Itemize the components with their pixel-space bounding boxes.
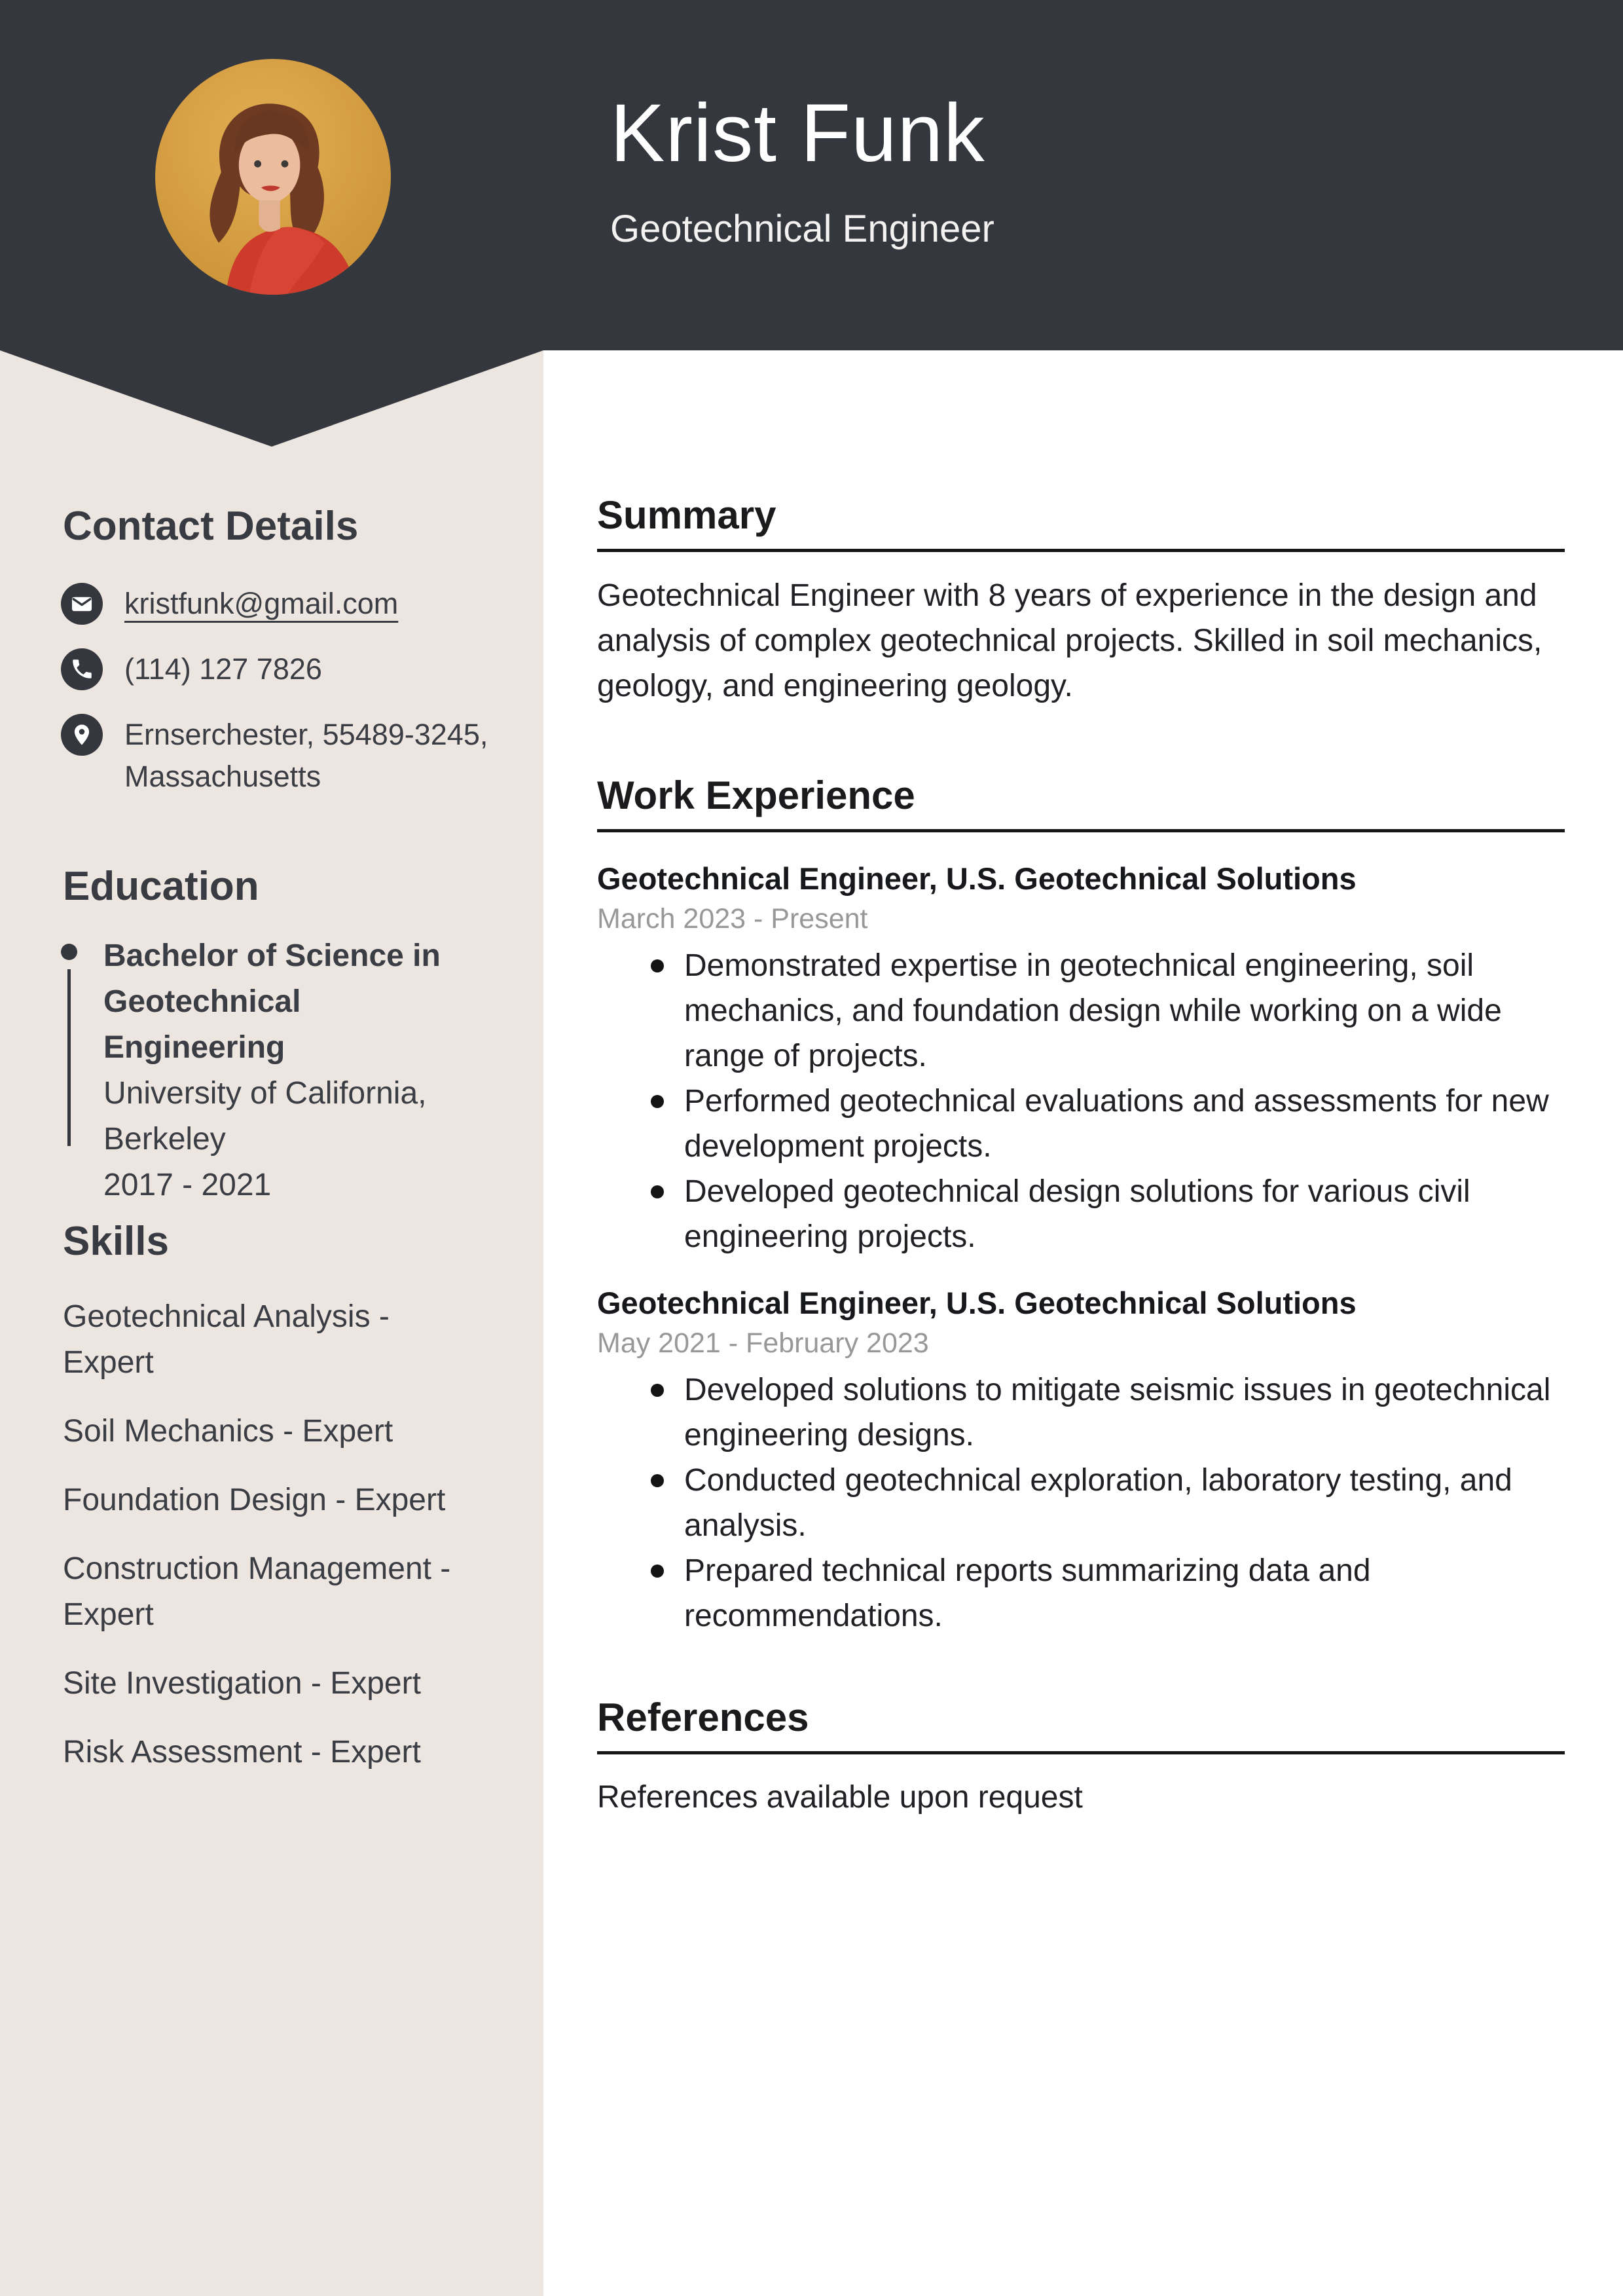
job-entry	[597, 861, 1565, 1259]
education-school: University of California, Berkeley	[103, 1076, 427, 1157]
skill-item: Foundation Design - Expert	[63, 1483, 446, 1517]
education-degree: Bachelor of Science in Geotechnical Engineering	[103, 938, 441, 1065]
skill-item: Site Investigation - Expert	[63, 1666, 421, 1701]
education-heading: Education	[63, 864, 259, 909]
contact-row-email	[61, 583, 493, 625]
location-icon	[61, 714, 103, 756]
email-icon	[61, 583, 103, 625]
job-dates: March 2023 - Present	[597, 903, 868, 935]
timeline-dot-icon	[61, 944, 77, 960]
references-heading: References	[597, 1695, 1565, 1754]
job-bullet: Performed geotechnical evaluations and assessments for new development projects.	[597, 1079, 1565, 1169]
person-name: Krist Funk	[610, 88, 985, 179]
job-title: Geotechnical Engineer, U.S. Geotechnical Solutions	[597, 1286, 1357, 1320]
email-value	[124, 583, 398, 625]
job-title: Geotechnical Engineer, U.S. Geotechnical Solutions	[597, 861, 1357, 896]
summary-text: Geotechnical Engineer with 8 years of experience in the design and analysis of complex geotechnical projects. Skilled in soil mechanics, geology, and engineering geology.	[597, 578, 1542, 703]
email-link[interactable]: kristfunk@gmail.com	[124, 587, 399, 620]
contact-details-heading: Contact Details	[63, 504, 359, 549]
job-bullet-list	[597, 943, 1565, 1259]
portrait-illustration	[155, 59, 391, 295]
person-job-title: Geotechnical Engineer	[610, 208, 994, 250]
location-value: Ernserchester, 55489-3245, Massachusetts	[124, 718, 488, 793]
education-entry	[63, 933, 469, 1208]
summary-section	[597, 492, 1565, 709]
skills-heading: Skills	[63, 1219, 169, 1264]
work-experience-heading: Work Experience	[597, 773, 1565, 832]
contact-row-location	[61, 714, 493, 798]
job-bullet: Demonstrated expertise in geotechnical engineering, soil mechanics, and foundation design while working on a wide range of projects.	[597, 943, 1565, 1079]
references-text: References available upon request	[597, 1780, 1083, 1815]
phone-value: (114) 127 7826	[124, 652, 322, 686]
education-dates: 2017 - 2021	[103, 1168, 272, 1202]
job-bullet: Conducted geotechnical exploration, laboratory testing, and analysis.	[597, 1458, 1565, 1548]
skill-item: Construction Management - Expert	[63, 1551, 451, 1632]
contact-rows	[61, 583, 493, 798]
references-section	[597, 1695, 1565, 1817]
skill-item: Soil Mechanics - Expert	[63, 1414, 393, 1449]
job-bullet-list	[597, 1367, 1565, 1639]
work-experience-section	[597, 773, 1565, 832]
job-bullet: Developed solutions to mitigate seismic issues in geotechnical engineering designs.	[597, 1367, 1565, 1458]
contact-row-phone	[61, 648, 493, 690]
job-entry	[597, 1285, 1565, 1639]
job-bullet: Developed geotechnical design solutions for various civil engineering projects.	[597, 1169, 1565, 1259]
summary-heading: Summary	[597, 492, 1565, 552]
job-bullet: Prepared technical reports summarizing data and recommendations.	[597, 1548, 1565, 1639]
timeline-line	[67, 969, 71, 1146]
profile-photo	[155, 59, 391, 295]
skill-item: Geotechnical Analysis - Expert	[63, 1299, 390, 1380]
skill-item: Risk Assessment - Expert	[63, 1735, 421, 1769]
phone-icon	[61, 648, 103, 690]
skills-list	[63, 1294, 482, 1798]
job-dates: May 2021 - February 2023	[597, 1327, 929, 1359]
